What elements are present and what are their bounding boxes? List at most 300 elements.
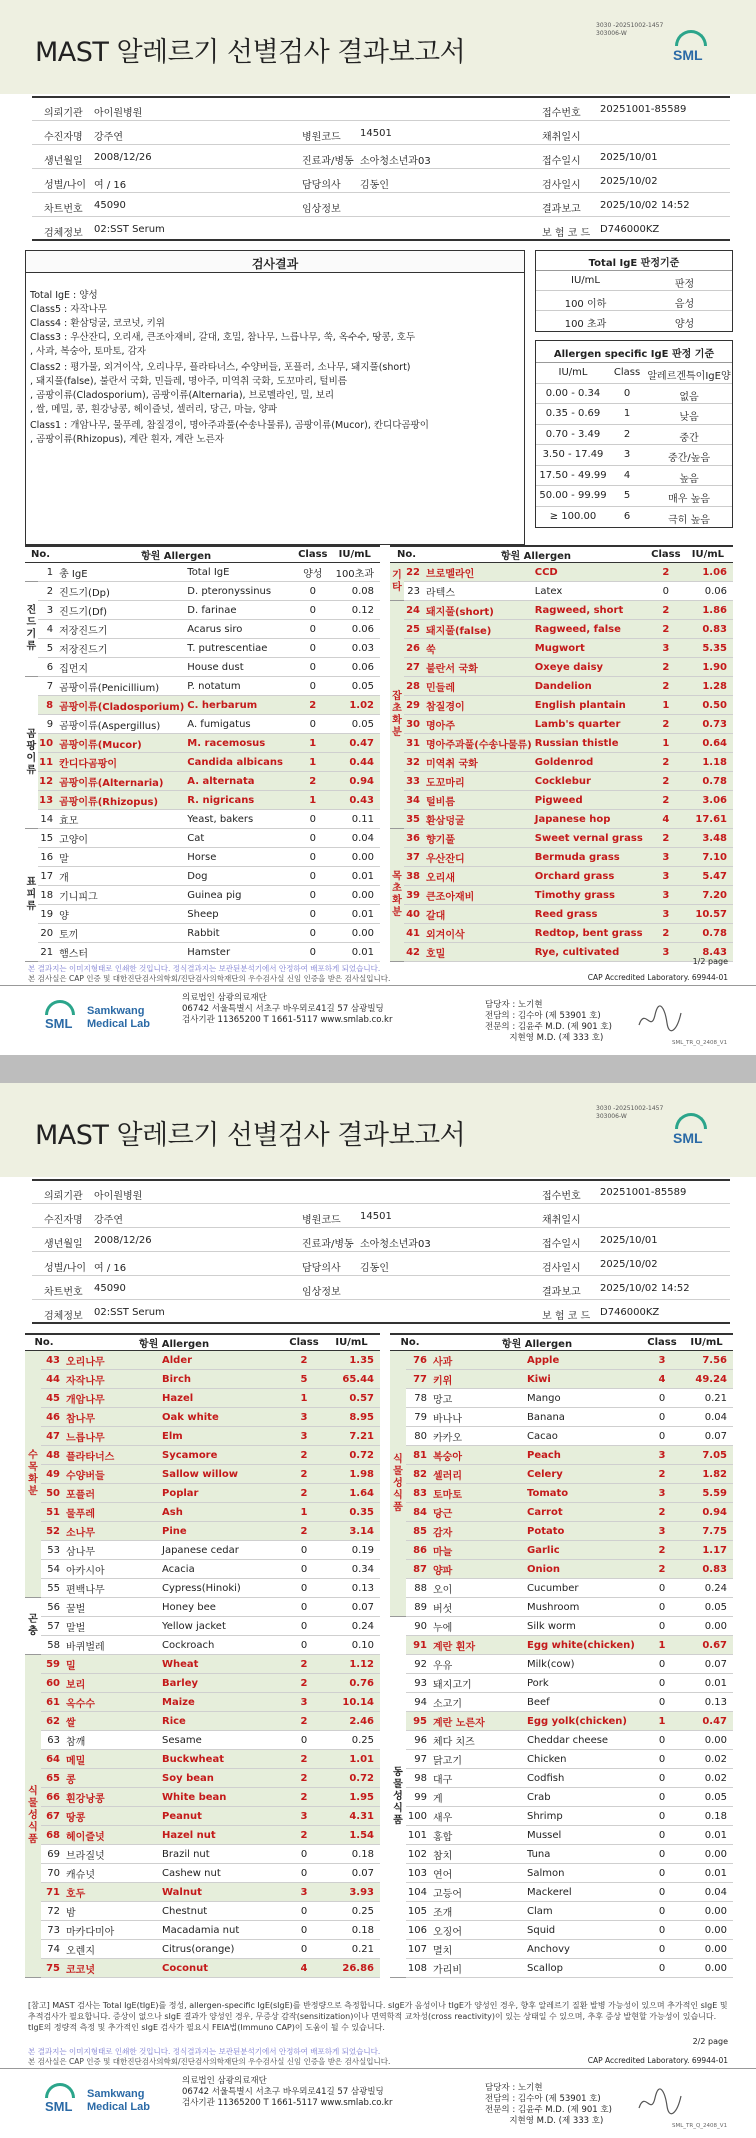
sige-criteria	[535, 340, 733, 528]
version-code: SML_TR_Q_2408_V1	[672, 1040, 728, 1046]
allergen-en: Japanese hop	[532, 810, 649, 829]
sige-header: IU/mL	[558, 367, 588, 378]
chart-value: 45090	[94, 1283, 126, 1294]
allergen-kr: 소고기	[430, 1693, 524, 1712]
allergen-row	[25, 1636, 380, 1655]
allergen-en: Salmon	[524, 1864, 644, 1883]
allergen-row	[25, 1503, 380, 1522]
allergen-en: Mugwort	[532, 639, 649, 658]
allergen-kr: 향기풀	[423, 829, 532, 848]
allergen-row	[390, 1522, 733, 1541]
clin-label: 임상정보	[302, 1287, 341, 1298]
sige-row	[536, 507, 732, 528]
allergen-kr: 흰강낭콩	[63, 1788, 159, 1807]
allergen-class: 3	[644, 1446, 680, 1465]
summary-line: , 사과, 복숭아, 토마토, 감자	[30, 346, 146, 357]
col-header-no: No.	[25, 546, 56, 563]
allergen-value: 7.10	[683, 848, 733, 867]
allergen-kr: 민들레	[423, 677, 532, 696]
footer-logo-name: Samkwang	[87, 1005, 145, 1017]
summary-line: Class4 : 환삼덩굴, 코코넛, 키위	[30, 318, 165, 329]
allergen-class: 0	[644, 1864, 680, 1883]
allergen-no: 6	[38, 658, 56, 677]
sige-cell: 2	[623, 428, 631, 440]
hcode-value: 14501	[360, 128, 392, 139]
allergen-en: Oxeye daisy	[532, 658, 649, 677]
footer-logo-name: Samkwang	[87, 2088, 145, 2100]
footer-logo-name: Medical Lab	[87, 1018, 150, 1030]
allergen-value: 4.31	[323, 1807, 380, 1826]
allergen-row	[25, 1446, 380, 1465]
allergen-row	[25, 1902, 380, 1921]
allergen-no: 21	[38, 943, 56, 962]
allergen-no: 97	[406, 1750, 430, 1769]
allergen-row	[25, 791, 380, 810]
allergen-kr: 돼지풀(false)	[423, 620, 532, 639]
allergen-value: 0.13	[680, 1693, 733, 1712]
allergen-class: 1	[644, 1712, 680, 1731]
sige-cell: 0.70 - 3.49	[545, 428, 601, 440]
allergen-no: 35	[404, 810, 423, 829]
allergen-kr: 복숭아	[430, 1446, 524, 1465]
allergen-value: 0.00	[680, 1940, 733, 1959]
allergen-kr: 아카시아	[63, 1560, 159, 1579]
allergen-value: 0.83	[683, 620, 733, 639]
logo-text: SML	[673, 1130, 703, 1146]
allergen-no: 96	[406, 1731, 430, 1750]
summary-line: , 쌀, 메밀, 콩, 흰강낭콩, 헤이즐넛, 셀러리, 당근, 마늘, 양파	[30, 404, 278, 415]
col-header-cls: Class	[649, 546, 683, 563]
hospital-value: 아이원병원	[94, 108, 143, 119]
allergen-kr: 계란 노른자	[430, 1712, 524, 1731]
allergen-value: 17.61	[683, 810, 733, 829]
dept-label: 진료과/병동	[302, 156, 354, 167]
allergen-class: 0	[285, 1940, 323, 1959]
tige-cell: 양성	[674, 319, 695, 330]
allergen-no: 12	[38, 772, 56, 791]
allergen-en: Carrot	[524, 1503, 644, 1522]
allergen-class: 0	[285, 1902, 323, 1921]
allergen-kr: 누에	[430, 1617, 524, 1636]
allergen-en: R. nigricans	[184, 791, 296, 810]
allergen-value: 7.75	[680, 1522, 733, 1541]
report-code	[596, 22, 663, 38]
allergen-kr: 개	[56, 867, 184, 886]
allergen-en: Crab	[524, 1788, 644, 1807]
allergen-row	[25, 1883, 380, 1902]
allergen-no: 86	[406, 1541, 430, 1560]
allergen-value: 0.07	[323, 1598, 380, 1617]
allergen-no: 8	[38, 696, 56, 715]
allergen-no: 7	[38, 677, 56, 696]
allergen-class: 0	[649, 582, 683, 601]
allergen-row	[25, 1693, 380, 1712]
allergen-kr: 라텍스	[423, 582, 532, 601]
allergen-row	[25, 620, 380, 639]
allergen-class: 2	[285, 1750, 323, 1769]
sige-row	[536, 445, 732, 466]
spec-value: 02:SST Serum	[94, 1307, 165, 1318]
allergen-en: Dog	[184, 867, 296, 886]
allergen-value: 1.12	[323, 1655, 380, 1674]
allergen-kr: 진드기(Df)	[56, 601, 184, 620]
allergen-value: 0.05	[680, 1598, 733, 1617]
allergen-class: 2	[649, 924, 683, 943]
allergen-class: 2	[644, 1465, 680, 1484]
allergen-value: 0.05	[680, 1788, 733, 1807]
allergen-no: 106	[406, 1921, 430, 1940]
allergen-row	[390, 829, 733, 848]
allergen-value: 0.73	[683, 715, 733, 734]
allergen-en: Russian thistle	[532, 734, 649, 753]
hospital-label: 의뢰기관	[44, 1191, 83, 1202]
allergen-row	[390, 1788, 733, 1807]
report-title: MAST 알레르기 선별검사 결과보고서	[35, 1120, 466, 1151]
allergen-no: 48	[41, 1446, 63, 1465]
allergen-row	[390, 1370, 733, 1389]
allergen-no: 102	[406, 1845, 430, 1864]
allergen-en: Potato	[524, 1522, 644, 1541]
allergen-no: 79	[406, 1408, 430, 1427]
allergen-kr: 저장진드기	[56, 620, 184, 639]
allergen-row	[25, 924, 380, 943]
allergen-class: 2	[285, 1522, 323, 1541]
allergen-no: 62	[41, 1712, 63, 1731]
allergen-class: 0	[644, 1693, 680, 1712]
allergen-value: 0.64	[683, 734, 733, 753]
allergen-class: 0	[644, 1959, 680, 1978]
allergen-en: Onion	[524, 1560, 644, 1579]
allergen-no: 24	[404, 601, 423, 620]
version-code: SML_TR_Q_2408_V1	[672, 2123, 728, 2129]
allergen-value: 0.00	[680, 1731, 733, 1750]
allergen-kr: 기니피그	[56, 886, 184, 905]
allergen-value: 0.78	[683, 772, 733, 791]
allergen-no: 2	[38, 582, 56, 601]
allergen-value: 0.43	[330, 791, 380, 810]
allergen-no: 13	[38, 791, 56, 810]
allergen-value: 0.19	[323, 1541, 380, 1560]
allergen-row	[25, 1731, 380, 1750]
allergen-value: 0.01	[330, 905, 380, 924]
test-value: 2025/10/02	[600, 176, 658, 187]
allergen-en: Anchovy	[524, 1940, 644, 1959]
allergen-en: Apple	[524, 1351, 644, 1370]
group-label: 곰 팡 이 류	[25, 677, 38, 829]
code-line: 3030 -20251002-1457	[596, 1105, 664, 1112]
sml-logo	[671, 1113, 711, 1153]
allergen-no: 40	[404, 905, 423, 924]
allergen-class: 3	[285, 1408, 323, 1427]
allergen-class: 2	[296, 772, 330, 791]
allergen-kr: 쌀	[63, 1712, 159, 1731]
allergen-kr: 돼지풀(short)	[423, 601, 532, 620]
report-code	[596, 1105, 663, 1121]
allergen-class: 3	[644, 1484, 680, 1503]
allergen-en: Chestnut	[159, 1902, 285, 1921]
allergen-row	[390, 620, 733, 639]
allergen-no: 65	[41, 1769, 63, 1788]
allergen-class: 2	[649, 829, 683, 848]
allergen-value: 0.72	[323, 1769, 380, 1788]
allergen-value: 7.56	[680, 1351, 733, 1370]
allergen-kr: 콩	[63, 1769, 159, 1788]
allergen-kr: 셀러리	[430, 1465, 524, 1484]
allergen-value: 0.00	[330, 848, 380, 867]
patient-label: 수진자명	[44, 1215, 83, 1226]
allergen-kr: 소나무	[63, 1522, 159, 1541]
allergen-class: 0	[644, 1807, 680, 1826]
allergen-class: 0	[644, 1731, 680, 1750]
allergen-row	[390, 1484, 733, 1503]
result-value: 2025/10/02 14:52	[600, 1283, 690, 1294]
allergen-value: 0.04	[330, 829, 380, 848]
footer-note: 본 검사실은 CAP 인증 및 대한진단검사의학회/진단검사의학재단의 우수검사실 신임 인증을 받은 검사실입니다.	[28, 974, 391, 983]
allergen-en: Squid	[524, 1921, 644, 1940]
allergen-row	[390, 1921, 733, 1940]
allergen-class: 0	[644, 1674, 680, 1693]
allergen-value: 0.02	[680, 1769, 733, 1788]
allergen-en: Mango	[524, 1389, 644, 1408]
allergen-kr: 곰팡이류(Alternaria)	[56, 772, 184, 791]
allergen-row	[25, 1674, 380, 1693]
allergen-row	[390, 1807, 733, 1826]
group-label: 식 물 성 식 품	[390, 1351, 406, 1617]
allergen-kr: 토끼	[56, 924, 184, 943]
allergen-row	[25, 1579, 380, 1598]
total-ige-criteria	[535, 250, 733, 332]
allergen-row	[25, 829, 380, 848]
allergen-en: Latex	[532, 582, 649, 601]
sige-cell: 극히 높음	[668, 514, 710, 526]
allergen-row	[390, 1731, 733, 1750]
allergen-row	[25, 1750, 380, 1769]
allergen-no: 22	[404, 563, 423, 582]
report-title: MAST 알레르기 선별검사 결과보고서	[35, 37, 466, 68]
allergen-no: 100	[406, 1807, 430, 1826]
allergen-row	[25, 734, 380, 753]
allergen-kr: 플라타너스	[63, 1446, 159, 1465]
allergen-class: 0	[296, 601, 330, 620]
col-header-iu: IU/mL	[330, 546, 380, 563]
allergen-no: 53	[41, 1541, 63, 1560]
cap-text: CAP Accredited Laboratory. 69944-01	[587, 973, 728, 982]
allergen-row	[390, 1560, 733, 1579]
allergen-kr: 계란 흰자	[430, 1636, 524, 1655]
allergen-kr: 미역취 국화	[423, 753, 532, 772]
allergen-en: Mackerel	[524, 1883, 644, 1902]
test-value: 2025/10/02	[600, 1259, 658, 1270]
allergen-value: 0.00	[330, 924, 380, 943]
allergen-row	[390, 734, 733, 753]
allergen-no: 71	[41, 1883, 63, 1902]
allergen-en: Walnut	[159, 1883, 285, 1902]
allergen-kr: 밀	[63, 1655, 159, 1674]
dept-label: 진료과/병동	[302, 1239, 354, 1250]
col-header-cls: Class	[644, 1334, 680, 1351]
allergen-en: Sweet vernal grass	[532, 829, 649, 848]
allergen-row	[390, 1503, 733, 1522]
allergen-class: 0	[296, 658, 330, 677]
receipt-label: 접수번호	[542, 108, 581, 119]
allergen-en: Scallop	[524, 1959, 644, 1978]
allergen-no: 36	[404, 829, 423, 848]
allergen-no: 3	[38, 601, 56, 620]
allergen-class: 3	[285, 1693, 323, 1712]
allergen-value: 0.05	[330, 677, 380, 696]
result-label: 결과보고	[542, 204, 581, 215]
allergen-kr: 말벌	[63, 1617, 159, 1636]
sige-cell: 0	[623, 387, 631, 399]
allergen-en: Tomato	[524, 1484, 644, 1503]
allergen-value: 100초과	[330, 563, 380, 582]
allergen-value: 0.13	[323, 1579, 380, 1598]
allergen-kr: 바나나	[430, 1408, 524, 1427]
allergen-value: 1.17	[680, 1541, 733, 1560]
allergen-value: 0.00	[680, 1921, 733, 1940]
allergen-class: 2	[285, 1484, 323, 1503]
allergen-value: 7.21	[323, 1427, 380, 1446]
allergen-class: 0	[644, 1617, 680, 1636]
allergen-value: 1.98	[323, 1465, 380, 1484]
allergen-en: Shrimp	[524, 1807, 644, 1826]
summary-line: Class2 : 평가물, 외겨이삭, 오리나무, 플라타너스, 수양버들, 포플러, 소나무, 돼지풀(short)	[30, 362, 411, 373]
doctor-value: 김동인	[360, 180, 389, 191]
allergen-no: 54	[41, 1560, 63, 1579]
allergen-row	[25, 1351, 380, 1370]
allergen-row	[25, 639, 380, 658]
allergen-kr: 저장진드기	[56, 639, 184, 658]
allergen-kr: 참깨	[63, 1731, 159, 1750]
allergen-value: 0.00	[680, 1845, 733, 1864]
allergen-en: Pork	[524, 1674, 644, 1693]
allergen-value: 1.64	[323, 1484, 380, 1503]
allergen-value: 0.21	[323, 1940, 380, 1959]
allergen-no: 66	[41, 1788, 63, 1807]
allergen-kr: 게	[430, 1788, 524, 1807]
allergen-kr: 마늘	[430, 1541, 524, 1560]
allergen-value: 3.14	[323, 1522, 380, 1541]
allergen-row	[25, 582, 380, 601]
allergen-value: 0.00	[680, 1959, 733, 1978]
allergen-row	[390, 1883, 733, 1902]
allergen-no: 88	[406, 1579, 430, 1598]
allergen-class: 2	[285, 1351, 323, 1370]
dob-value: 2008/12/26	[94, 152, 152, 163]
allergen-class: 0	[644, 1921, 680, 1940]
allergen-class: 2	[649, 563, 683, 582]
allergen-en: Cockroach	[159, 1636, 285, 1655]
allergen-en: White bean	[159, 1788, 285, 1807]
allergen-value: 0.47	[330, 734, 380, 753]
allergen-en: Reed grass	[532, 905, 649, 924]
result-summary	[25, 250, 525, 545]
allergen-value: 0.01	[330, 867, 380, 886]
allergen-row	[390, 1446, 733, 1465]
allergen-row	[390, 1750, 733, 1769]
allergen-no: 26	[404, 639, 423, 658]
allergen-class: 0	[644, 1788, 680, 1807]
allergen-kr: 호밀	[423, 943, 532, 962]
sex-value: 여 / 16	[94, 180, 127, 191]
allergen-kr: 오리새	[423, 867, 532, 886]
allergen-class: 0	[296, 639, 330, 658]
allergen-no: 27	[404, 658, 423, 677]
allergen-class: 3	[644, 1522, 680, 1541]
allergen-no: 43	[41, 1351, 63, 1370]
allergen-class: 0	[644, 1769, 680, 1788]
dob-label: 생년월일	[44, 1239, 83, 1250]
allergen-class: 0	[285, 1579, 323, 1598]
allergen-value: 0.18	[680, 1807, 733, 1826]
allergen-kr: 토마토	[430, 1484, 524, 1503]
allergen-value: 0.11	[330, 810, 380, 829]
hcode-label: 병원코드	[302, 1215, 341, 1226]
allergen-row	[25, 1788, 380, 1807]
allergen-no: 18	[38, 886, 56, 905]
allergen-en: Hazel nut	[159, 1826, 285, 1845]
allergen-kr: 밤	[63, 1902, 159, 1921]
allergen-row	[390, 677, 733, 696]
allergen-row	[25, 563, 380, 582]
allergen-kr: 곰팡이류(Aspergillus)	[56, 715, 184, 734]
allergen-en: Orchard grass	[532, 867, 649, 886]
allergen-no: 107	[406, 1940, 430, 1959]
allergen-header-row	[25, 1334, 380, 1351]
allergen-value: 8.95	[323, 1408, 380, 1427]
allergen-row	[25, 696, 380, 715]
allergen-row	[25, 715, 380, 734]
allergen-en: D. farinae	[184, 601, 296, 620]
allergen-kr: 망고	[430, 1389, 524, 1408]
allergen-en: Redtop, bent grass	[532, 924, 649, 943]
allergen-value: 0.35	[323, 1503, 380, 1522]
allergen-en: Ash	[159, 1503, 285, 1522]
allergen-class: 3	[649, 639, 683, 658]
allergen-header-row	[25, 546, 380, 563]
allergen-kr: 불란서 국화	[423, 658, 532, 677]
allergen-class: 2	[649, 791, 683, 810]
allergen-no: 33	[404, 772, 423, 791]
allergen-value: 0.04	[680, 1408, 733, 1427]
allergen-en: Timothy grass	[532, 886, 649, 905]
allergen-row	[390, 1579, 733, 1598]
allergen-no: 4	[38, 620, 56, 639]
allergen-no: 61	[41, 1693, 63, 1712]
allergen-no: 89	[406, 1598, 430, 1617]
inscode-label: 보 험 코 드	[542, 228, 591, 239]
allergen-kr: 참질경이	[423, 696, 532, 715]
allergen-class: 1	[296, 734, 330, 753]
allergen-en: Coconut	[159, 1959, 285, 1978]
allergen-class: 0	[285, 1845, 323, 1864]
collect-label: 채취일시	[542, 1215, 581, 1226]
allergen-class: 1	[296, 791, 330, 810]
allergen-class: 3	[644, 1351, 680, 1370]
allergen-no: 1	[38, 563, 56, 582]
allergen-en: Citrus(orange)	[159, 1940, 285, 1959]
allergen-no: 39	[404, 886, 423, 905]
allergen-class: 2	[644, 1503, 680, 1522]
allergen-no: 64	[41, 1750, 63, 1769]
allergen-value: 0.04	[680, 1883, 733, 1902]
allergen-table-left	[25, 545, 380, 962]
allergen-kr: 닭고기	[430, 1750, 524, 1769]
footer-logo	[45, 2083, 165, 2123]
allergen-class: 0	[644, 1902, 680, 1921]
footer-logo	[45, 1000, 165, 1040]
allergen-en: English plantain	[532, 696, 649, 715]
